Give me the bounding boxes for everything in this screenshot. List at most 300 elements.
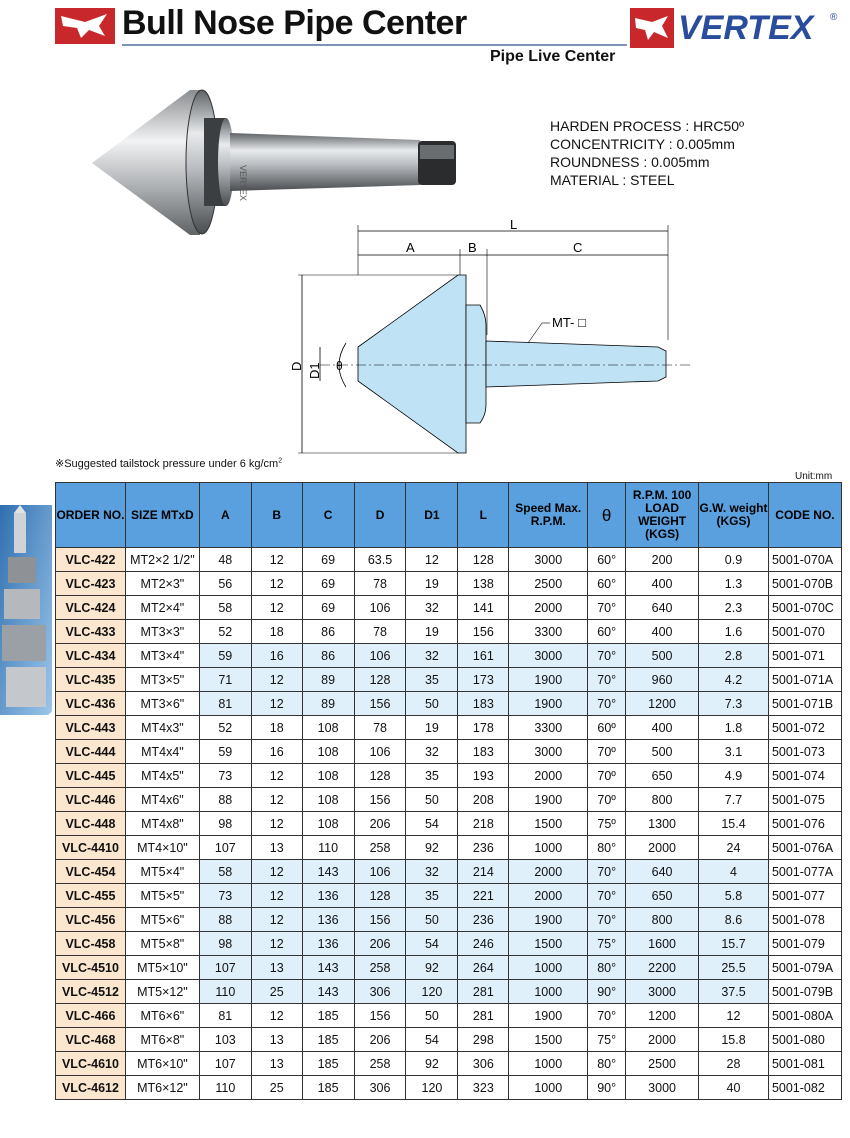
- cell-theta: 60°: [588, 572, 626, 596]
- cell-b: 13: [251, 956, 302, 980]
- cell-theta: 90°: [588, 1076, 626, 1100]
- col-header-b: B: [251, 483, 302, 548]
- cell-speed: 1900: [509, 692, 588, 716]
- cell-code-no: 5001-072: [768, 716, 841, 740]
- table-row: [56, 836, 842, 860]
- cell-gw-weight: 4.9: [699, 764, 769, 788]
- cell-size: MT2×4": [125, 596, 199, 620]
- page-title: Bull Nose Pipe Center: [122, 4, 467, 42]
- cell-l: 281: [458, 980, 509, 1004]
- cell-size: MT5×8": [125, 932, 199, 956]
- cell-b: 12: [251, 788, 302, 812]
- cell-d: 306: [354, 980, 406, 1004]
- cell-d1: 120: [406, 1076, 458, 1100]
- cell-code-no: 5001-082: [768, 1076, 841, 1100]
- cell-size: MT2×3": [125, 572, 199, 596]
- table-row: [56, 572, 842, 596]
- table-row: [56, 620, 842, 644]
- cell-a: 98: [199, 812, 251, 836]
- cell-d1: 92: [406, 1052, 458, 1076]
- cell-load-weight: 2000: [626, 1028, 699, 1052]
- cell-size: MT4x5": [125, 764, 199, 788]
- cell-order-no: VLC-4512: [56, 980, 126, 1004]
- cell-speed: 3300: [509, 620, 588, 644]
- label-D: D: [289, 361, 304, 371]
- cell-a: 88: [199, 908, 251, 932]
- cell-a: 88: [199, 788, 251, 812]
- cell-load-weight: 800: [626, 908, 699, 932]
- cell-speed: 3300: [509, 716, 588, 740]
- cell-c: 89: [302, 668, 354, 692]
- cell-gw-weight: 24: [699, 836, 769, 860]
- cell-order-no: VLC-468: [56, 1028, 126, 1052]
- cell-size: MT3×5": [125, 668, 199, 692]
- cell-d1: 32: [406, 860, 458, 884]
- cell-gw-weight: 37.5: [699, 980, 769, 1004]
- spec-concentricity: CONCENTRICITY : 0.005mm: [550, 136, 735, 152]
- cell-code-no: 5001-074: [768, 764, 841, 788]
- cell-b: 12: [251, 860, 302, 884]
- label-C: C: [573, 240, 583, 255]
- cell-theta: 70°: [588, 884, 626, 908]
- col-header-order: ORDER NO.: [56, 483, 126, 548]
- cell-d1: 120: [406, 980, 458, 1004]
- cell-order-no: VLC-4410: [56, 836, 126, 860]
- cell-d: 78: [354, 572, 406, 596]
- cell-l: 208: [458, 788, 509, 812]
- cell-load-weight: 1200: [626, 1004, 699, 1028]
- table-row: [56, 908, 842, 932]
- cell-order-no: VLC-4612: [56, 1076, 126, 1100]
- cell-load-weight: 800: [626, 788, 699, 812]
- cell-theta: 60°: [588, 548, 626, 572]
- cell-theta: 75°: [588, 1028, 626, 1052]
- cell-a: 58: [199, 860, 251, 884]
- cell-a: 107: [199, 956, 251, 980]
- cell-size: MT6×8": [125, 1028, 199, 1052]
- cell-l: 178: [458, 716, 509, 740]
- label-L: L: [510, 217, 518, 232]
- cell-d1: 50: [406, 788, 458, 812]
- cell-a: 52: [199, 620, 251, 644]
- cell-d1: 92: [406, 956, 458, 980]
- label-B: B: [468, 240, 477, 255]
- cell-theta: 60°: [588, 620, 626, 644]
- cell-l: 128: [458, 548, 509, 572]
- cell-c: 136: [302, 908, 354, 932]
- table-header-row: [56, 483, 842, 548]
- cell-size: MT3×3": [125, 620, 199, 644]
- cell-l: 173: [458, 668, 509, 692]
- label-D1: D1: [307, 362, 322, 379]
- table-row: [56, 716, 842, 740]
- cell-l: 214: [458, 860, 509, 884]
- col-header-a: A: [199, 483, 251, 548]
- cell-order-no: VLC-423: [56, 572, 126, 596]
- cell-gw-weight: 8.6: [699, 908, 769, 932]
- cell-gw-weight: 0.9: [699, 548, 769, 572]
- cell-gw-weight: 7.3: [699, 692, 769, 716]
- cell-size: MT4x4": [125, 740, 199, 764]
- col-header-load: R.P.M. 100 LOAD WEIGHT (KGS): [626, 483, 699, 548]
- cell-d1: 32: [406, 740, 458, 764]
- svg-text:VERTEX: VERTEX: [238, 165, 248, 201]
- col-header-size: SIZE MTxD: [125, 483, 199, 548]
- registered-mark: ®: [830, 12, 838, 23]
- cell-order-no: VLC-4510: [56, 956, 126, 980]
- cell-d1: 32: [406, 644, 458, 668]
- cell-speed: 1500: [509, 1028, 588, 1052]
- cell-gw-weight: 1.3: [699, 572, 769, 596]
- cell-c: 89: [302, 692, 354, 716]
- table-row: [56, 764, 842, 788]
- cell-a: 73: [199, 764, 251, 788]
- side-product-strip: [0, 505, 52, 715]
- cell-code-no: 5001-073: [768, 740, 841, 764]
- cell-code-no: 5001-078: [768, 908, 841, 932]
- cell-speed: 2000: [509, 764, 588, 788]
- cell-c: 185: [302, 1028, 354, 1052]
- cell-c: 143: [302, 980, 354, 1004]
- cell-order-no: VLC-444: [56, 740, 126, 764]
- cell-b: 12: [251, 884, 302, 908]
- cell-theta: 70°: [588, 692, 626, 716]
- cell-c: 108: [302, 788, 354, 812]
- table-row: [56, 548, 842, 572]
- cell-b: 13: [251, 1052, 302, 1076]
- table-row: [56, 692, 842, 716]
- cell-speed: 1900: [509, 1004, 588, 1028]
- cell-a: 59: [199, 740, 251, 764]
- cell-gw-weight: 15.7: [699, 932, 769, 956]
- table-row: [56, 860, 842, 884]
- cell-load-weight: 500: [626, 644, 699, 668]
- cell-b: 12: [251, 668, 302, 692]
- cell-theta: 70°: [588, 596, 626, 620]
- cell-code-no: 5001-070C: [768, 596, 841, 620]
- cell-l: 193: [458, 764, 509, 788]
- cell-a: 110: [199, 1076, 251, 1100]
- cell-theta: 80°: [588, 836, 626, 860]
- cell-l: 323: [458, 1076, 509, 1100]
- cell-a: 103: [199, 1028, 251, 1052]
- cell-code-no: 5001-079: [768, 932, 841, 956]
- table-row: [56, 1028, 842, 1052]
- cell-gw-weight: 3.1: [699, 740, 769, 764]
- cell-load-weight: 1200: [626, 692, 699, 716]
- cell-order-no: VLC-4610: [56, 1052, 126, 1076]
- cell-speed: 1900: [509, 788, 588, 812]
- table-row: [56, 1052, 842, 1076]
- cell-c: 69: [302, 572, 354, 596]
- table-row: [56, 812, 842, 836]
- cell-b: 12: [251, 932, 302, 956]
- cell-a: 110: [199, 980, 251, 1004]
- table-row: [56, 740, 842, 764]
- cell-size: MT3×4": [125, 644, 199, 668]
- cell-d1: 50: [406, 692, 458, 716]
- unit-label: Unit:mm: [795, 471, 833, 482]
- cell-code-no: 5001-076: [768, 812, 841, 836]
- cell-b: 12: [251, 548, 302, 572]
- cell-a: 81: [199, 1004, 251, 1028]
- cell-theta: 70°: [588, 668, 626, 692]
- cell-theta: 70º: [588, 740, 626, 764]
- cell-d: 63.5: [354, 548, 406, 572]
- cell-d: 78: [354, 620, 406, 644]
- cell-a: 98: [199, 932, 251, 956]
- cell-size: MT6×12": [125, 1076, 199, 1100]
- cell-d1: 32: [406, 596, 458, 620]
- cell-code-no: 5001-075: [768, 788, 841, 812]
- cell-order-no: VLC-445: [56, 764, 126, 788]
- brand-name: VERTEX: [678, 9, 814, 47]
- cell-gw-weight: 25.5: [699, 956, 769, 980]
- cell-c: 69: [302, 548, 354, 572]
- cell-size: MT4×10": [125, 836, 199, 860]
- cell-d: 156: [354, 908, 406, 932]
- cell-order-no: VLC-466: [56, 1004, 126, 1028]
- cell-order-no: VLC-443: [56, 716, 126, 740]
- cell-code-no: 5001-071A: [768, 668, 841, 692]
- cell-d: 156: [354, 788, 406, 812]
- cell-l: 183: [458, 692, 509, 716]
- cell-gw-weight: 40: [699, 1076, 769, 1100]
- cell-b: 16: [251, 644, 302, 668]
- pressure-note-text: ※Suggested tailstock pressure under 6 kg/cm: [55, 458, 279, 470]
- table-row: [56, 596, 842, 620]
- cell-d: 306: [354, 1076, 406, 1100]
- cell-l: 183: [458, 740, 509, 764]
- table-row: [56, 668, 842, 692]
- cell-d: 106: [354, 860, 406, 884]
- cell-a: 58: [199, 596, 251, 620]
- cell-b: 12: [251, 764, 302, 788]
- label-mt: MT- □: [552, 315, 586, 330]
- cell-order-no: VLC-436: [56, 692, 126, 716]
- cell-speed: 2000: [509, 884, 588, 908]
- cell-order-no: VLC-422: [56, 548, 126, 572]
- cell-b: 12: [251, 908, 302, 932]
- cell-load-weight: 3000: [626, 1076, 699, 1100]
- cell-c: 108: [302, 740, 354, 764]
- cell-c: 185: [302, 1052, 354, 1076]
- cell-d: 258: [354, 956, 406, 980]
- col-header-l: L: [458, 483, 509, 548]
- table-row: [56, 932, 842, 956]
- cell-d: 128: [354, 668, 406, 692]
- cell-gw-weight: 12: [699, 1004, 769, 1028]
- cell-c: 108: [302, 812, 354, 836]
- cell-speed: 1900: [509, 668, 588, 692]
- cell-b: 12: [251, 692, 302, 716]
- cell-b: 18: [251, 716, 302, 740]
- cell-load-weight: 200: [626, 548, 699, 572]
- cell-size: MT3×6": [125, 692, 199, 716]
- cell-code-no: 5001-071B: [768, 692, 841, 716]
- table-row: [56, 884, 842, 908]
- col-header-speed: Speed Max. R.P.M.: [509, 483, 588, 548]
- cell-d: 106: [354, 740, 406, 764]
- cell-code-no: 5001-070A: [768, 548, 841, 572]
- table-row: [56, 1004, 842, 1028]
- cell-d: 258: [354, 1052, 406, 1076]
- cell-l: 218: [458, 812, 509, 836]
- title-divider: [122, 44, 627, 46]
- cell-b: 13: [251, 836, 302, 860]
- cell-load-weight: 2000: [626, 836, 699, 860]
- cell-theta: 70°: [588, 644, 626, 668]
- cell-l: 156: [458, 620, 509, 644]
- cell-gw-weight: 28: [699, 1052, 769, 1076]
- cell-order-no: VLC-434: [56, 644, 126, 668]
- cell-gw-weight: 1.6: [699, 620, 769, 644]
- product-photo: [90, 85, 470, 235]
- cell-load-weight: 640: [626, 596, 699, 620]
- cell-size: MT5×12": [125, 980, 199, 1004]
- cell-a: 71: [199, 668, 251, 692]
- cell-theta: 75º: [588, 812, 626, 836]
- cell-d1: 35: [406, 764, 458, 788]
- cell-gw-weight: 5.8: [699, 884, 769, 908]
- page-subtitle: Pipe Live Center: [490, 48, 616, 65]
- cell-b: 18: [251, 620, 302, 644]
- cell-theta: 70°: [588, 860, 626, 884]
- cell-a: 107: [199, 1052, 251, 1076]
- cell-load-weight: 400: [626, 620, 699, 644]
- cell-theta: 80°: [588, 1052, 626, 1076]
- cell-c: 143: [302, 956, 354, 980]
- cell-d: 206: [354, 932, 406, 956]
- cell-speed: 1500: [509, 812, 588, 836]
- cell-order-no: VLC-456: [56, 908, 126, 932]
- cell-d: 106: [354, 596, 406, 620]
- cell-speed: 1900: [509, 908, 588, 932]
- cell-size: MT5×10": [125, 956, 199, 980]
- cell-c: 185: [302, 1076, 354, 1100]
- cell-d1: 19: [406, 716, 458, 740]
- cell-order-no: VLC-448: [56, 812, 126, 836]
- cell-gw-weight: 4: [699, 860, 769, 884]
- cell-a: 48: [199, 548, 251, 572]
- cell-b: 12: [251, 1004, 302, 1028]
- cell-l: 236: [458, 836, 509, 860]
- cell-order-no: VLC-455: [56, 884, 126, 908]
- cell-l: 236: [458, 908, 509, 932]
- cell-speed: 2500: [509, 572, 588, 596]
- cell-a: 107: [199, 836, 251, 860]
- cell-gw-weight: 15.8: [699, 1028, 769, 1052]
- pressure-note: [55, 457, 282, 470]
- cell-order-no: VLC-433: [56, 620, 126, 644]
- cell-l: 141: [458, 596, 509, 620]
- cell-d: 206: [354, 812, 406, 836]
- table-row: [56, 1076, 842, 1100]
- cell-load-weight: 650: [626, 884, 699, 908]
- cell-size: MT5×5": [125, 884, 199, 908]
- cell-l: 298: [458, 1028, 509, 1052]
- cell-theta: 60º: [588, 716, 626, 740]
- cell-order-no: VLC-435: [56, 668, 126, 692]
- logo-bird-icon: [55, 8, 115, 44]
- cell-d1: 35: [406, 884, 458, 908]
- cell-load-weight: 400: [626, 572, 699, 596]
- cell-c: 86: [302, 644, 354, 668]
- cell-c: 108: [302, 764, 354, 788]
- cell-speed: 2000: [509, 596, 588, 620]
- cell-c: 185: [302, 1004, 354, 1028]
- cell-theta: 70º: [588, 764, 626, 788]
- cell-load-weight: 2200: [626, 956, 699, 980]
- cell-c: 110: [302, 836, 354, 860]
- table-row: [56, 644, 842, 668]
- cell-d1: 19: [406, 572, 458, 596]
- cell-load-weight: 500: [626, 740, 699, 764]
- spec-roundness: ROUNDNESS : 0.005mm: [550, 154, 710, 170]
- pressure-note-sup: 2: [278, 457, 283, 465]
- cell-d: 128: [354, 884, 406, 908]
- cell-speed: 3000: [509, 644, 588, 668]
- cell-d1: 54: [406, 932, 458, 956]
- cell-c: 136: [302, 932, 354, 956]
- cell-speed: 3000: [509, 548, 588, 572]
- cell-d: 78: [354, 716, 406, 740]
- cell-l: 264: [458, 956, 509, 980]
- cell-load-weight: 640: [626, 860, 699, 884]
- cell-size: MT2×2 1/2": [125, 548, 199, 572]
- cell-speed: 1000: [509, 836, 588, 860]
- cell-a: 52: [199, 716, 251, 740]
- cell-a: 81: [199, 692, 251, 716]
- cell-a: 73: [199, 884, 251, 908]
- cell-order-no: VLC-458: [56, 932, 126, 956]
- cell-b: 16: [251, 740, 302, 764]
- cell-b: 12: [251, 812, 302, 836]
- cell-theta: 70º: [588, 788, 626, 812]
- cell-order-no: VLC-454: [56, 860, 126, 884]
- col-header-d1: D1: [406, 483, 458, 548]
- cell-d1: 54: [406, 812, 458, 836]
- cell-load-weight: 650: [626, 764, 699, 788]
- cell-size: MT6×10": [125, 1052, 199, 1076]
- cell-size: MT5×6": [125, 908, 199, 932]
- spec-table: [55, 482, 842, 1100]
- cell-gw-weight: 7.7: [699, 788, 769, 812]
- cell-speed: 1500: [509, 932, 588, 956]
- spec-harden: HARDEN PROCESS : HRC50º: [550, 118, 745, 134]
- col-header-d: D: [354, 483, 406, 548]
- cell-code-no: 5001-077A: [768, 860, 841, 884]
- cell-d1: 50: [406, 908, 458, 932]
- cell-a: 59: [199, 644, 251, 668]
- cell-theta: 90°: [588, 980, 626, 1004]
- cell-size: MT5×4": [125, 860, 199, 884]
- cell-c: 86: [302, 620, 354, 644]
- cell-b: 25: [251, 1076, 302, 1100]
- cell-theta: 80°: [588, 956, 626, 980]
- cell-c: 69: [302, 596, 354, 620]
- table-body: [56, 548, 842, 1100]
- dimension-drawing: [280, 215, 700, 465]
- cell-gw-weight: 4.2: [699, 668, 769, 692]
- cell-c: 108: [302, 716, 354, 740]
- cell-speed: 1000: [509, 1052, 588, 1076]
- col-header-c: C: [302, 483, 354, 548]
- cell-gw-weight: 2.8: [699, 644, 769, 668]
- cell-d: 156: [354, 692, 406, 716]
- cell-d1: 50: [406, 1004, 458, 1028]
- cell-code-no: 5001-070: [768, 620, 841, 644]
